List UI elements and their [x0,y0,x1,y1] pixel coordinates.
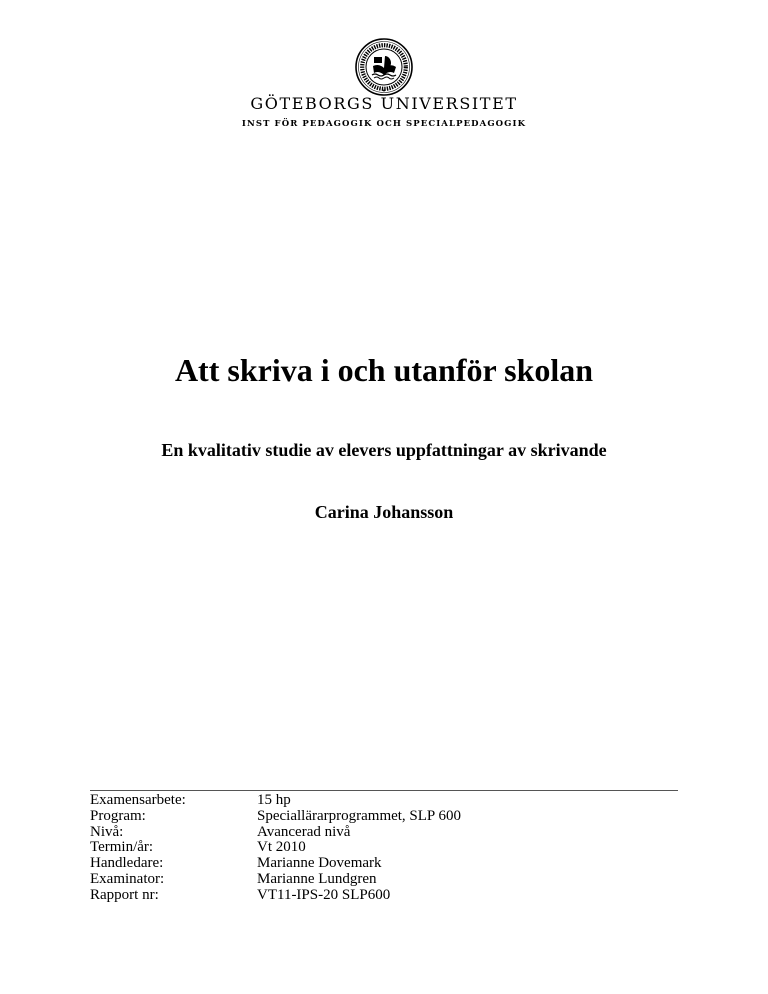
metadata-row [90,809,461,825]
metadata-label: Termin/år: [90,839,154,856]
metadata-row [90,825,461,841]
metadata-label: Program: [90,807,146,824]
metadata-value: VT11-IPS-20 SLP600 [257,886,391,903]
metadata-row [90,793,461,809]
department-name: INST FÖR PEDAGOGIK OCH SPECIALPEDAGOGIK [241,119,527,129]
metadata-label: Rapport nr: [90,886,159,903]
metadata-table [90,793,461,904]
thesis-title: Att skriva i och utanför skolan [174,352,594,388]
metadata-value: Vt 2010 [257,839,306,856]
metadata-row [90,840,461,856]
university-name: GÖTEBORGS UNIVERSITET [250,94,518,113]
metadata-row [90,856,461,872]
metadata-value: Marianne Lundgren [257,870,377,887]
metadata-value: Avancerad nivå [257,823,351,840]
divider [90,790,678,791]
metadata-row [90,872,461,888]
metadata-value: 15 hp [257,792,291,808]
metadata-row [90,888,461,904]
metadata-label: Examinator: [90,870,165,887]
metadata-value: Speciallärarprogrammet, SLP 600 [257,807,461,824]
metadata-value: Marianne Dovemark [257,855,382,872]
author-name: Carina Johansson [314,502,454,522]
metadata-label: Nivå: [90,823,124,840]
metadata-label: Examensarbete: [90,792,186,808]
metadata-label: Handledare: [90,855,164,872]
university-seal-icon [355,38,413,96]
thesis-subtitle: En kvalitativ studie av elevers uppfattningar av skrivande [161,440,607,460]
